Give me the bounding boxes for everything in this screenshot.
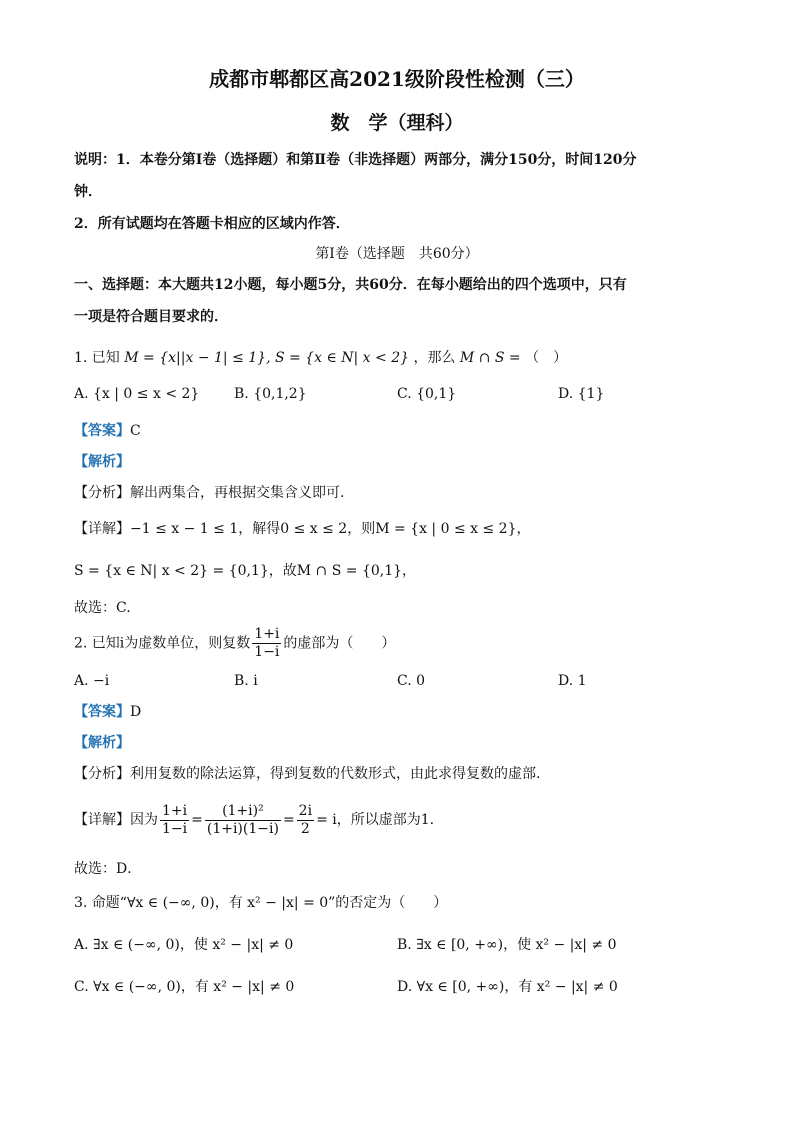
q1-expr: M ∩ S = <box>459 350 521 366</box>
q3-option-d: D. ∀x ∈ [0, +∞)，有 x² − |x| ≠ 0 <box>397 979 618 995</box>
detail-text: −1 ≤ x − 1 ≤ 1，解得0 ≤ x ≤ 2，则M = {x | 0 ≤ x ≤ 2}， <box>130 521 531 537</box>
subject-title: 数 学（理科） <box>330 112 464 134</box>
frac-den: (1+i)(1−i) <box>206 820 279 837</box>
exam-title: 成都市郫都区高2021级阶段性检测（三） <box>209 67 585 91</box>
q2-detail-frac-1 <box>160 803 189 838</box>
q3-option-c: C. ∀x ∈ (−∞, 0)，有 x² − |x| ≠ 0 <box>74 979 295 995</box>
q1-option-d: D. {1} <box>558 386 605 402</box>
q1-stem <box>74 348 567 368</box>
q2-detail-frac-2 <box>205 803 281 838</box>
answer-tag: 【答案】 <box>74 704 130 720</box>
answer-tag: 【答案】 <box>74 423 130 439</box>
q1-detail-2: S = {x ∈ N| x < 2} = {0,1}，故M ∩ S = {0,1}， <box>74 563 417 579</box>
q2-detail: 【详解】因为 $\frac{1+i}{1-i}$ = $\frac{\text{(1+i)²}}{(1+i)(1-i)}$ = $\frac{2i}{2}$ = i，所以虚部为1. <box>74 802 435 837</box>
q3-stem: 3. 命题“∀x ∈ (−∞, 0)，有 x² − |x| = 0”的否定为（ ） <box>74 895 448 911</box>
q1-conclusion: 故选：C. <box>74 600 131 616</box>
q1-mid: ，那么 <box>413 350 456 366</box>
q2-option-c: C. 0 <box>397 673 426 689</box>
q2-option-b: B. i <box>234 673 258 689</box>
frac-num: (1+i)² <box>205 803 281 821</box>
q1-sets: M = {x||x − 1| ≤ 1}, S = {x ∈ N| x < 2} <box>124 350 410 366</box>
q2-frac-num: 1+i <box>254 626 280 642</box>
q1-option-c: C. {0,1} <box>397 386 457 402</box>
q2-conclusion: 故选：D． <box>74 861 142 877</box>
q2-frac-den: 1−i <box>254 644 280 660</box>
analysis-tag: 【解析】 <box>74 735 130 751</box>
frac-num: 1+i <box>162 802 188 819</box>
q3-option-b: B. ∃x ∈ [0, +∞)，使 x² − |x| ≠ 0 <box>397 937 617 953</box>
frac-num: 2i <box>298 802 313 819</box>
fenxi-tag: 【分析】 <box>74 485 130 501</box>
answer-value: C <box>130 423 141 439</box>
instructions-line-1: 说明：1．本卷分第Ⅰ卷（选择题）和第Ⅱ卷（非选择题）两部分，满分150分，时间120分 <box>74 152 637 168</box>
q2-prefix: 2. 已知i为虚数单位，则复数 <box>74 635 251 652</box>
answer-value: D <box>130 704 142 720</box>
q2-fraction <box>252 626 281 661</box>
q2-detail-frac-3 <box>297 803 314 838</box>
q2-answer <box>74 702 141 722</box>
detail-tag: 【详解】 <box>74 521 130 537</box>
fenxi-tag: 【分析】 <box>74 766 130 782</box>
q2-suffix: 的虚部为（ ） <box>283 635 396 652</box>
analysis-tag: 【解析】 <box>74 454 130 470</box>
fenxi-text: 解出两集合，再根据交集含义即可. <box>130 485 345 501</box>
q3-option-a: A. ∃x ∈ (−∞, 0)，使 x² − |x| ≠ 0 <box>74 937 294 953</box>
section-intro-1: 一、选择题：本大题共12小题，每小题5分，共60分．在每小题给出的四个选项中，只有 <box>74 277 627 293</box>
q1-option-b: B. {0,1,2} <box>234 386 307 402</box>
q1-analysis-tag <box>74 452 130 472</box>
q2-option-d: D. 1 <box>558 673 587 689</box>
q1-option-a: A. {x | 0 ≤ x < 2} <box>74 386 200 402</box>
frac-den: 2 <box>300 820 310 837</box>
section-intro-2: 一项是符合题目要求的． <box>74 309 228 325</box>
instructions-line-2: 2．所有试题均在答题卡相应的区域内作答． <box>74 216 350 232</box>
detail-tag: 【详解】 <box>74 812 130 828</box>
frac-den: 1−i <box>162 820 188 837</box>
q2-stem <box>74 626 395 661</box>
section-heading: 第Ⅰ卷（选择题 共60分） <box>315 246 479 262</box>
detail-prefix: 因为 <box>130 812 158 828</box>
q1-answer <box>74 421 141 441</box>
q1-prefix: 1. 已知 <box>74 350 120 366</box>
q2-analysis-tag <box>74 733 130 753</box>
q1-suffix: （ ） <box>525 350 568 366</box>
q2-option-a: A. −i <box>74 673 110 689</box>
fenxi-text: 利用复数的除法运算，得到复数的代数形式，由此求得复数的虚部. <box>130 766 541 782</box>
instructions-line-1b: 钟． <box>74 184 102 200</box>
q1-detail-1 <box>74 519 530 539</box>
q2-fenxi <box>74 764 540 784</box>
detail-suffix: = i，所以虚部为1. <box>316 812 435 828</box>
q1-fenxi <box>74 483 344 503</box>
